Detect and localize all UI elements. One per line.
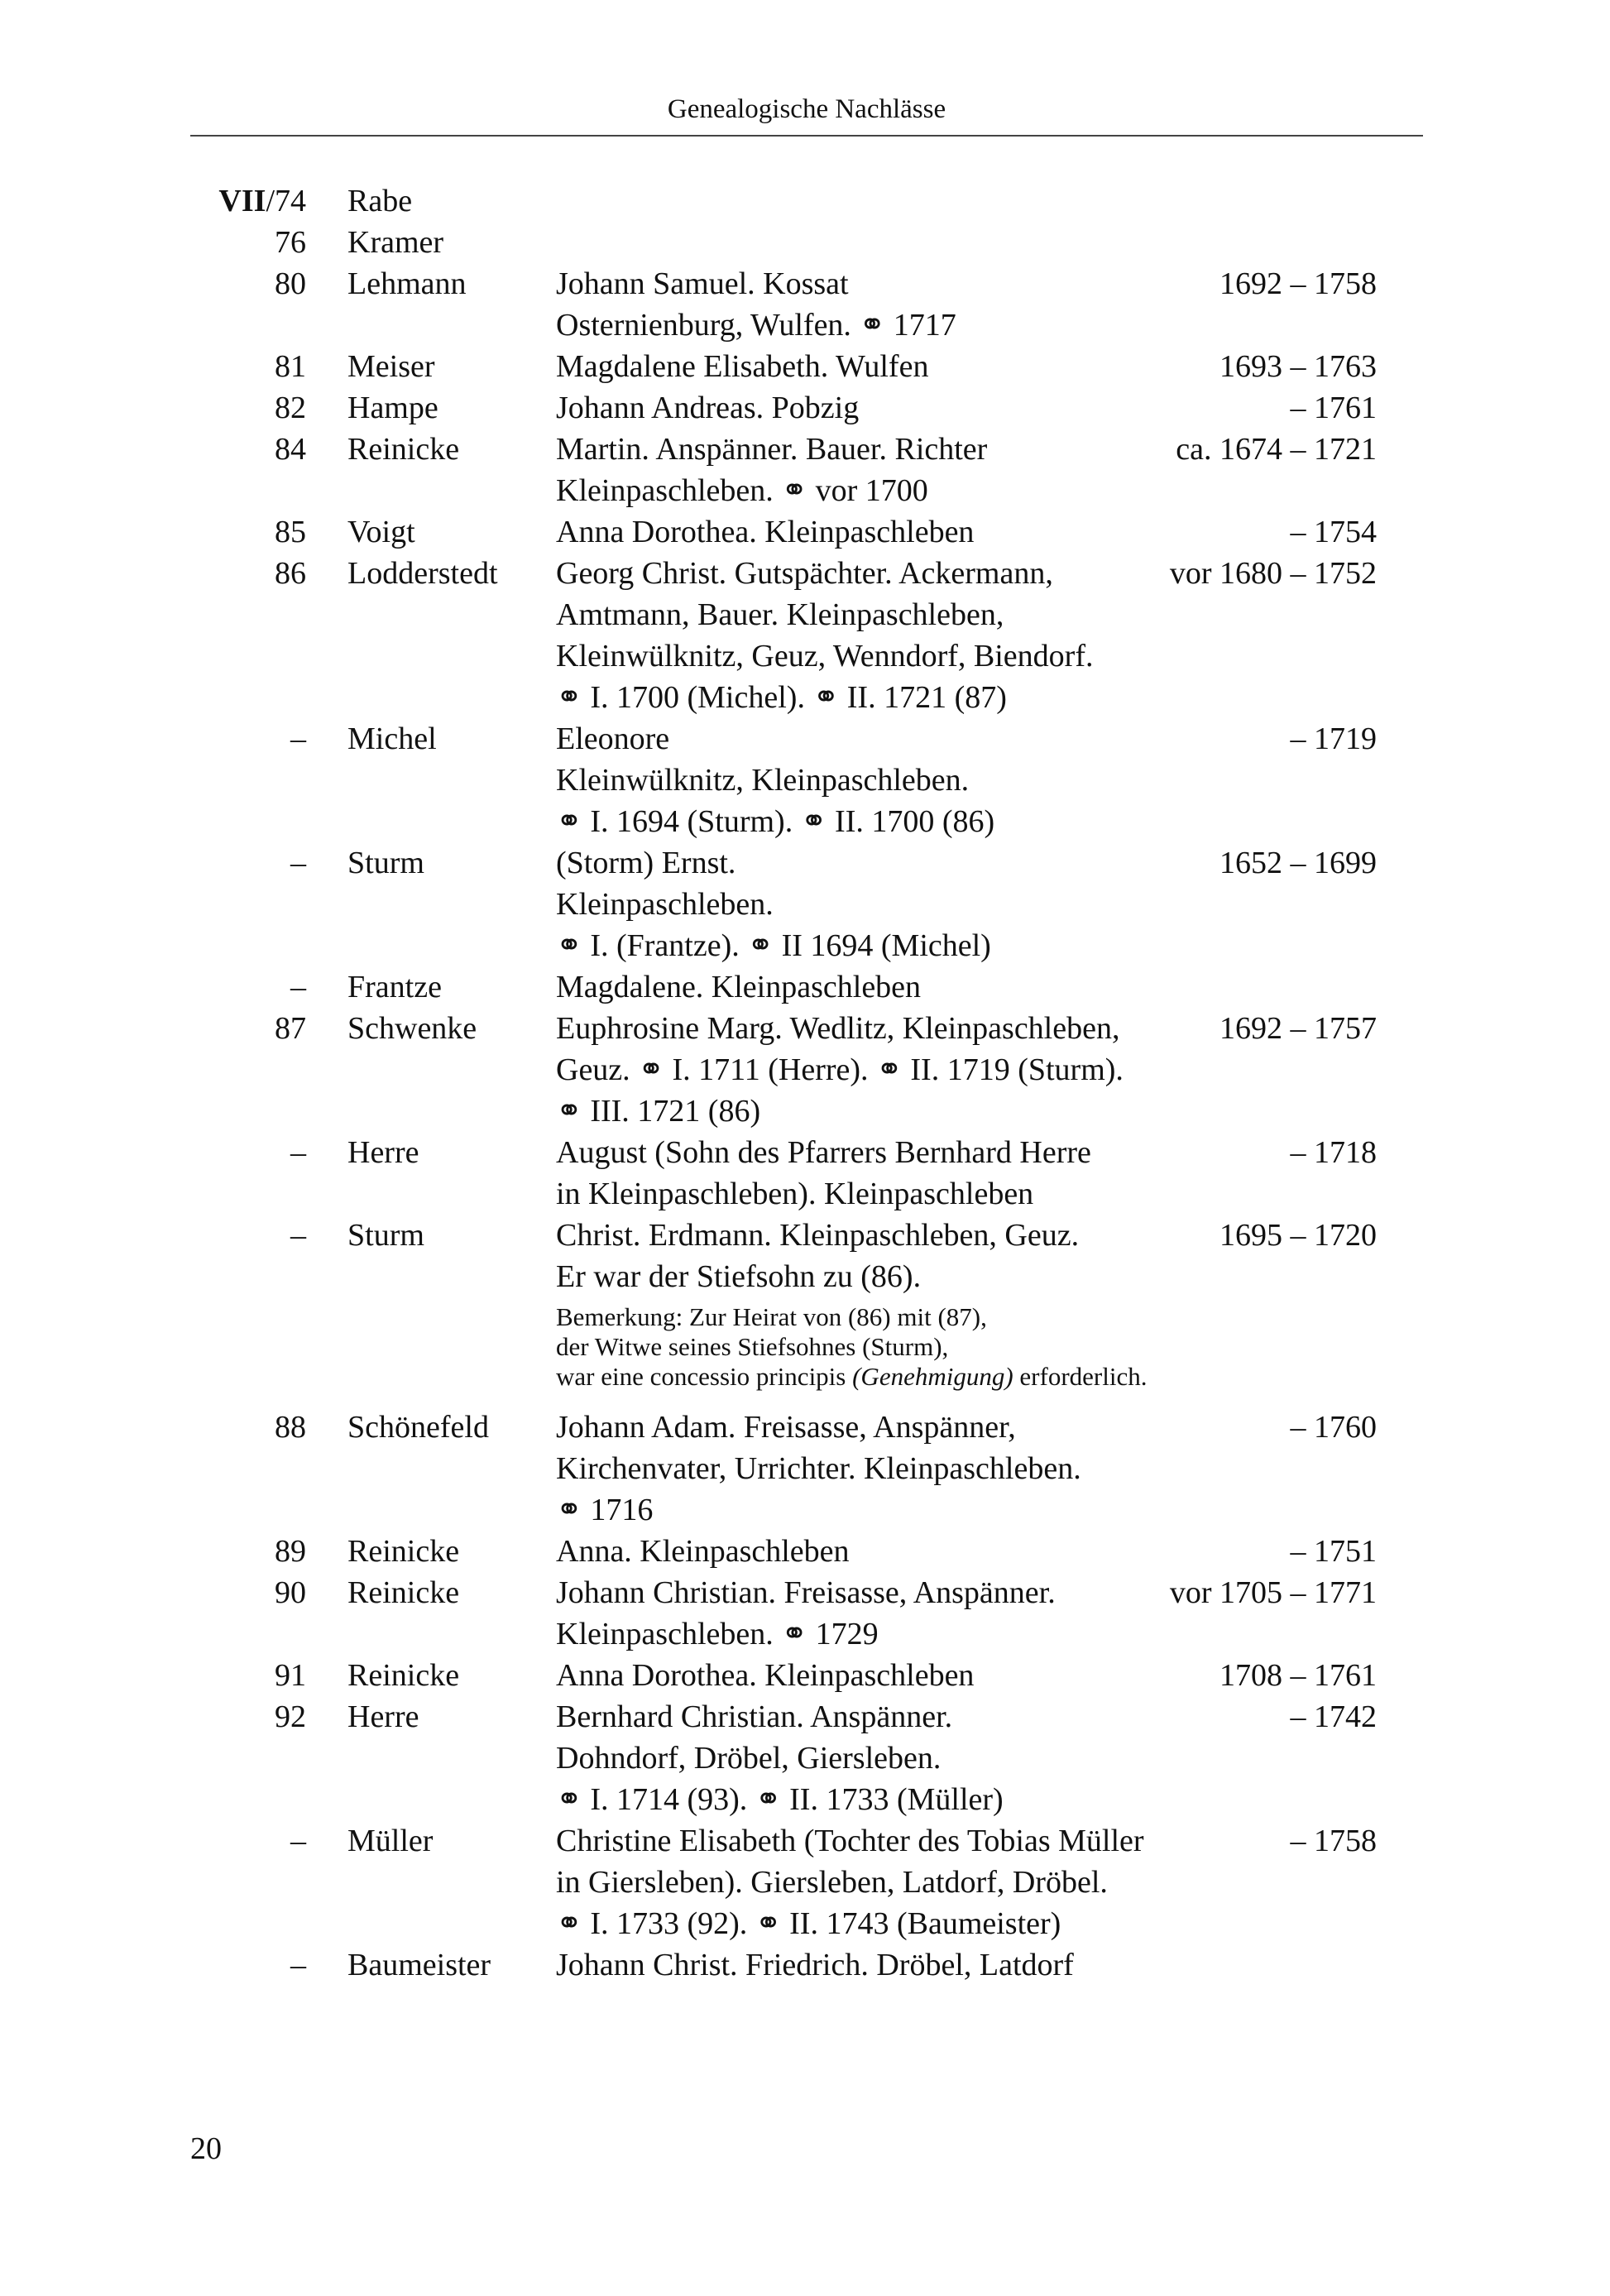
register-entry	[0, 718, 1610, 842]
entry-line	[0, 304, 1610, 346]
entry-dates: – 1754	[1290, 515, 1377, 549]
entry-number-value: –	[290, 1218, 306, 1253]
entry-line	[0, 801, 1610, 842]
entry-number-value: 88	[275, 1410, 306, 1445]
entry-number-value: –	[290, 846, 306, 880]
entry-description: Kleinwülknitz, Geuz, Wenndorf, Biendorf.	[556, 639, 1094, 673]
entry-number	[275, 1531, 306, 1572]
entry-description: Johann Christ. Friedrich. Dröbel, Latdorf	[556, 1948, 1074, 1982]
entry-surname: Meiser	[347, 349, 435, 384]
entry-line	[0, 1696, 1610, 1738]
entry-description: ⚭ 1716	[556, 1493, 654, 1527]
entry-surname: Reinicke	[347, 1575, 460, 1610]
entry-number-value: –	[290, 1948, 306, 1982]
entry-line	[0, 1132, 1610, 1173]
entry-dates: ca. 1674 – 1721	[1176, 432, 1377, 467]
entry-number	[275, 1655, 306, 1696]
entry-description: Osternienburg, Wulfen. ⚭ 1717	[556, 308, 956, 343]
entry-surname: Voigt	[347, 515, 415, 549]
entry-number-value: 87	[275, 1011, 306, 1046]
entry-number-value: 81	[275, 349, 306, 384]
running-head: Genealogische Nachlässe	[667, 94, 946, 124]
register-entry	[0, 1696, 1610, 1820]
entry-description: in Giersleben). Giersleben, Latdorf, Dröbel.	[556, 1865, 1108, 1900]
entry-number-value: 84	[275, 432, 306, 467]
entry-dates: – 1761	[1290, 391, 1377, 425]
register-entry	[0, 1944, 1610, 1986]
register-entry	[0, 1572, 1610, 1655]
entry-dates: 1695 – 1720	[1219, 1218, 1377, 1253]
entry-line	[0, 1531, 1610, 1572]
entry-description: Johann Adam. Freisasse, Anspänner,	[556, 1410, 1016, 1445]
entry-description: Magdalene. Kleinpaschleben	[556, 970, 922, 1004]
entry-surname: Schwenke	[347, 1011, 477, 1046]
entry-number	[290, 1820, 306, 1862]
entry-number	[290, 1215, 306, 1256]
entry-line	[0, 1655, 1610, 1696]
entry-number	[275, 222, 306, 263]
entry-line	[0, 1862, 1610, 1903]
entry-surname: Frantze	[347, 970, 442, 1004]
entry-number	[218, 180, 306, 222]
entry-line	[0, 222, 1610, 263]
entry-description: Magdalene Elisabeth. Wulfen	[556, 349, 929, 384]
entry-description: Kleinpaschleben.	[556, 887, 774, 922]
register-list	[0, 180, 1610, 1986]
entry-dates: – 1751	[1290, 1534, 1377, 1569]
entry-surname: Herre	[347, 1699, 419, 1734]
remark-text: erforderlich.	[1013, 1362, 1148, 1391]
entry-number	[290, 842, 306, 884]
entry-surname: Müller	[347, 1824, 434, 1858]
entry-surname: Schönefeld	[347, 1410, 489, 1445]
entry-dates: 1692 – 1758	[1219, 266, 1377, 301]
register-entry	[0, 1132, 1610, 1215]
entry-line	[0, 1448, 1610, 1489]
entry-description: Anna Dorothea. Kleinpaschleben	[556, 515, 975, 549]
entry-description: Georg Christ. Gutspächter. Ackermann,	[556, 556, 1053, 591]
entry-line	[0, 263, 1610, 304]
entry-line	[0, 1256, 1610, 1297]
entry-description: ⚭ I. 1714 (93). ⚭ II. 1733 (Müller)	[556, 1782, 1004, 1817]
entry-description: Johann Christian. Freisasse, Anspänner.	[556, 1575, 1056, 1610]
entry-line	[0, 1407, 1610, 1448]
register-entry	[0, 1008, 1610, 1132]
entry-description: Euphrosine Marg. Wedlitz, Kleinpaschleben,	[556, 1011, 1120, 1046]
entry-description: Johann Samuel. Kossat	[556, 266, 849, 301]
entry-line	[0, 387, 1610, 429]
entry-number-value: 76	[275, 225, 306, 260]
entry-surname: Herre	[347, 1135, 419, 1170]
entry-line	[0, 511, 1610, 553]
entry-description: in Kleinpaschleben). Kleinpaschleben	[556, 1177, 1034, 1211]
entry-description: August (Sohn des Pfarrers Bernhard Herre	[556, 1135, 1091, 1170]
entry-description: ⚭ I. 1694 (Sturm). ⚭ II. 1700 (86)	[556, 804, 995, 839]
entry-number	[290, 718, 306, 760]
entry-number	[275, 1407, 306, 1448]
entry-line	[0, 180, 1610, 222]
entry-line	[0, 677, 1610, 718]
entry-number-value: –	[290, 970, 306, 1004]
entry-dates: 1693 – 1763	[1219, 349, 1377, 384]
entry-surname: Reinicke	[347, 432, 460, 467]
entry-number	[275, 511, 306, 553]
entry-description: Johann Andreas. Pobzig	[556, 391, 860, 425]
entry-line	[0, 1572, 1610, 1613]
entry-description: ⚭ I. (Frantze). ⚭ II 1694 (Michel)	[556, 928, 991, 963]
entry-surname: Reinicke	[347, 1534, 460, 1569]
entry-surname: Lodderstedt	[347, 556, 498, 591]
entry-line	[0, 884, 1610, 925]
entry-number	[290, 1944, 306, 1986]
entry-description: ⚭ I. 1700 (Michel). ⚭ II. 1721 (87)	[556, 680, 1007, 715]
entry-number-value: –	[290, 721, 306, 756]
entry-number-value: 82	[275, 391, 306, 425]
entry-line	[0, 1008, 1610, 1049]
entry-description: Christine Elisabeth (Tochter des Tobias Müller	[556, 1824, 1144, 1858]
entry-number	[275, 387, 306, 429]
register-entry	[0, 429, 1610, 511]
entry-number-value: –	[290, 1824, 306, 1858]
entry-dates: 1652 – 1699	[1219, 846, 1377, 880]
entry-dates: vor 1705 – 1771	[1169, 1575, 1377, 1610]
entry-number	[275, 1572, 306, 1613]
entry-number	[275, 346, 306, 387]
entry-line	[0, 429, 1610, 470]
entry-number	[290, 1132, 306, 1173]
register-entry	[0, 346, 1610, 387]
entry-line	[0, 1489, 1610, 1531]
register-entry	[0, 387, 1610, 429]
entry-number	[275, 429, 306, 470]
entry-number	[275, 1696, 306, 1738]
entry-description: Amtmann, Bauer. Kleinpaschleben,	[556, 597, 1004, 632]
entry-description: Kleinpaschleben. ⚭ 1729	[556, 1617, 879, 1651]
entry-line	[0, 1173, 1610, 1215]
register-entry	[0, 1407, 1610, 1531]
entry-number-value: –	[290, 1135, 306, 1170]
entry-dates: 1708 – 1761	[1219, 1658, 1377, 1693]
entry-surname: Kramer	[347, 225, 444, 260]
register-entry	[0, 511, 1610, 553]
entry-line	[0, 1903, 1610, 1944]
entry-line	[0, 1738, 1610, 1779]
entry-surname: Hampe	[347, 391, 438, 425]
entry-line	[0, 594, 1610, 635]
entry-description: Kirchenvater, Urrichter. Kleinpaschleben.	[556, 1451, 1081, 1486]
entry-description: Christ. Erdmann. Kleinpaschleben, Geuz.	[556, 1218, 1080, 1253]
entry-line	[0, 1215, 1610, 1256]
entry-number-value: /74	[266, 184, 306, 218]
entry-line	[0, 1779, 1610, 1820]
entry-line	[0, 925, 1610, 966]
page-number: 20	[190, 2131, 222, 2166]
entry-line	[0, 760, 1610, 801]
entry-description: Bernhard Christian. Anspänner.	[556, 1699, 953, 1734]
entry-dates: 1692 – 1757	[1219, 1011, 1377, 1046]
entry-dates: – 1742	[1290, 1699, 1377, 1734]
entry-line	[0, 1944, 1610, 1986]
entry-description: Kleinwülknitz, Kleinpaschleben.	[556, 763, 970, 798]
entry-number-value: 89	[275, 1534, 306, 1569]
entry-description: Kleinpaschleben. ⚭ vor 1700	[556, 473, 928, 508]
entry-number	[275, 1008, 306, 1049]
entry-description: Dohndorf, Dröbel, Giersleben.	[556, 1741, 942, 1776]
entry-dates: vor 1680 – 1752	[1169, 556, 1377, 591]
entry-description: ⚭ I. 1733 (92). ⚭ II. 1743 (Baumeister)	[556, 1906, 1061, 1941]
entry-description: Geuz. ⚭ I. 1711 (Herre). ⚭ II. 1719 (Sturm).	[556, 1052, 1124, 1087]
remark-line	[556, 1362, 1610, 1392]
register-entry	[0, 1655, 1610, 1696]
entry-line	[0, 1613, 1610, 1655]
entry-number	[290, 966, 306, 1008]
entry-surname: Michel	[347, 721, 437, 756]
entry-line	[0, 842, 1610, 884]
remark-italic: (Genehmigung)	[852, 1362, 1013, 1391]
entry-dates: – 1760	[1290, 1410, 1377, 1445]
entry-line	[0, 1090, 1610, 1132]
entry-dates: – 1758	[1290, 1824, 1377, 1858]
entry-line	[0, 718, 1610, 760]
remark-line: der Witwe seines Stiefsohnes (Sturm),	[556, 1332, 949, 1361]
entry-line	[0, 553, 1610, 594]
entry-line	[0, 635, 1610, 677]
entry-dates: – 1718	[1290, 1135, 1377, 1170]
entry-description: Anna. Kleinpaschleben	[556, 1534, 850, 1569]
entry-description: Anna Dorothea. Kleinpaschleben	[556, 1658, 975, 1693]
entry-number	[275, 263, 306, 304]
register-entry	[0, 1820, 1610, 1944]
entry-description: Martin. Anspänner. Bauer. Richter	[556, 432, 988, 467]
register-entry	[0, 966, 1610, 1008]
entry-number	[275, 553, 306, 594]
register-entry	[0, 1215, 1610, 1297]
register-entry	[0, 842, 1610, 966]
entry-surname: Reinicke	[347, 1658, 460, 1693]
remark-text: war eine concessio principis	[556, 1362, 853, 1391]
entry-line	[0, 1049, 1610, 1090]
register-entry	[0, 222, 1610, 263]
entry-description: (Storm) Ernst.	[556, 846, 736, 880]
entry-line	[0, 470, 1610, 511]
entry-description: Eleonore	[556, 721, 670, 756]
entry-number-value: 80	[275, 266, 306, 301]
entry-dates: – 1719	[1290, 721, 1377, 756]
entry-surname: Baumeister	[347, 1948, 491, 1982]
entry-number-value: 92	[275, 1699, 306, 1734]
register-entry	[0, 553, 1610, 718]
remark-line: Bemerkung: Zur Heirat von (86) mit (87),	[556, 1302, 987, 1331]
entry-description: ⚭ III. 1721 (86)	[556, 1094, 761, 1129]
entry-number-value: 86	[275, 556, 306, 591]
entry-line	[0, 346, 1610, 387]
header-rule	[190, 135, 1423, 137]
volume-prefix: VII	[218, 184, 266, 218]
entry-surname: Rabe	[347, 184, 413, 218]
entry-surname: Lehmann	[347, 266, 467, 301]
entry-line	[0, 1820, 1610, 1862]
register-entry	[0, 263, 1610, 346]
entry-description: Er war der Stiefsohn zu (86).	[556, 1259, 922, 1294]
entry-line	[0, 966, 1610, 1008]
register-entry	[0, 1531, 1610, 1572]
entry-number-value: 90	[275, 1575, 306, 1610]
entry-number-value: 85	[275, 515, 306, 549]
register-entry	[0, 180, 1610, 222]
entry-surname: Sturm	[347, 1218, 424, 1253]
entry-number-value: 91	[275, 1658, 306, 1693]
remark-note	[0, 1302, 1610, 1392]
entry-surname: Sturm	[347, 846, 424, 880]
